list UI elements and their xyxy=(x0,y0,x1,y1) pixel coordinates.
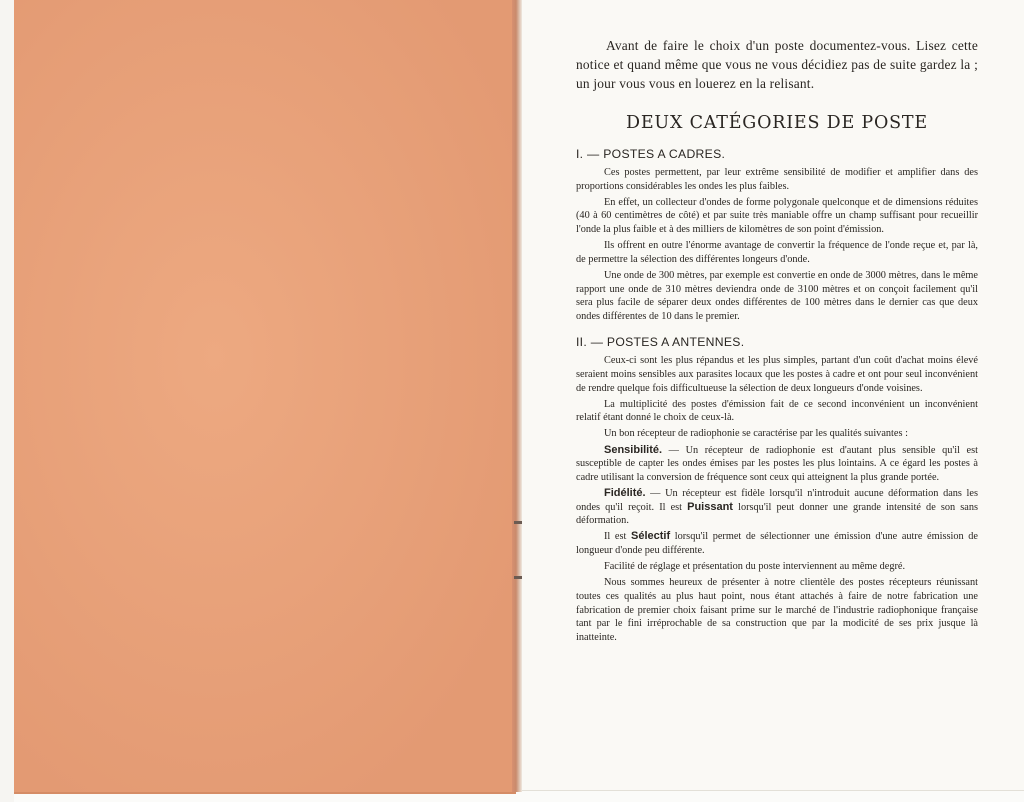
section-postes-a-antennes xyxy=(576,335,978,644)
staple-bottom xyxy=(514,576,522,579)
paragraph-text: lorsqu'il permet de sélectionner une émission d'une autre émission de longueur d'onde peu différente. xyxy=(576,531,978,556)
paragraph-fidelite xyxy=(576,487,978,528)
paragraph: Ils offrent en outre l'énorme avantage de convertir la fréquence de l'onde reçue et, par là, de permettre la sélection des différentes longeurs d'onde. xyxy=(576,240,978,265)
paragraph-text: — Un récepteur de radiophonie est d'autant plus sensible qu'il est susceptible de capter les ondes émises par les postes les plus lointains. A ce égard les postes à cadre utilisant la conversion de fréquence sont ceux qui atteignent la plus grande portée. xyxy=(576,444,978,483)
paragraph: Un bon récepteur de radiophonie se caractérise par les qualités suivantes : xyxy=(604,428,908,440)
section-postes-a-cadres xyxy=(576,147,978,323)
intro-paragraph: Avant de faire le choix d'un poste documentez-vous. Lisez cette notice et quand même que vous ne vous décidiez pas de suite gardez la ; un jour vous vous en louerez en la relisant. xyxy=(576,38,978,91)
paragraph-text: lorsqu'il peut donner une grande intensité de son sans déformation. xyxy=(576,501,978,527)
paragraph: Une onde de 300 mètres, par exemple est convertie en onde de 3000 mètres, dans le même rapport une onde de 310 mètres deviendra onde de 3100 mètres et on conçoit facilement qu'il sera plus facile de séparer deux ondes différentes de 100 mètres dans le dernier cas que deux ondes différentes de 10 dans le premier. xyxy=(576,269,978,322)
term-fidelite: Fidélité. xyxy=(604,487,646,500)
term-selectif: Sélectif xyxy=(630,530,671,543)
paragraph: Facilité de réglage et présentation du poste interviennent au même degré. xyxy=(604,561,906,573)
cover-page xyxy=(14,0,516,794)
paragraph-text: — Un récepteur est fidèle lorsqu'il n'introduit aucune déformation dans les ondes qu'il reçoit. Il est xyxy=(576,488,978,513)
booklet-spine xyxy=(512,0,522,792)
paragraph: Nous sommes heureux de présenter à notre clientèle des postes récepteurs réunissant toutes ces qualités au plus haut point, nous étant attachés à faire de notre fabrication une fabrication de premier choix faisant prime sur le marché de l'industrie radiophonique française tant par le fini irréprochable de sa construction que par la modicité de ses prix jusque là inatteinte. xyxy=(576,577,978,643)
paragraph-text: Il est xyxy=(604,531,631,543)
paragraph-sensibilite xyxy=(576,444,978,485)
paragraph: En effet, un collecteur d'ondes de forme polygonale quelconque et de dimensions réduites (40 à 60 centimètres de côté) et par suite très maniable offre un champ suffisant pour recueillir l'onde la plus faible et à des milliers de kilomètres de son point d'émission. xyxy=(576,196,978,235)
section-title: I. — POSTES A CADRES. xyxy=(576,147,726,161)
paragraph: La multiplicité des postes d'émission fait de ce second inconvénient un inconvénient relatif étant donné le choix de ceux-là. xyxy=(576,398,978,424)
scan-margin xyxy=(0,0,14,802)
term-puissant: Puissant xyxy=(687,500,733,513)
paragraph: Ces postes permettent, par leur extrême sensibilité de modifier et amplifier dans des proportions considérables les ondes les plus faibles. xyxy=(576,167,978,192)
paragraph: Ceux-ci sont les plus répandus et les plus simples, partant d'un coût d'achat moins élevé seraient moins sensibles aux parasites locaux que les postes à cadre et ont pour seul inconvénient de rendre quelque fois difficultueuse la sélection de deux longueurs d'onde voisines. xyxy=(576,355,978,394)
paragraph-selectif xyxy=(576,530,978,557)
page-heading: DEUX CATÉGORIES DE POSTE xyxy=(626,113,928,133)
staple-top xyxy=(514,521,522,524)
section-title: II. — POSTES A ANTENNES. xyxy=(576,335,745,350)
page-text-block xyxy=(576,36,978,647)
term-sensibilite: Sensibilité. xyxy=(604,443,663,456)
